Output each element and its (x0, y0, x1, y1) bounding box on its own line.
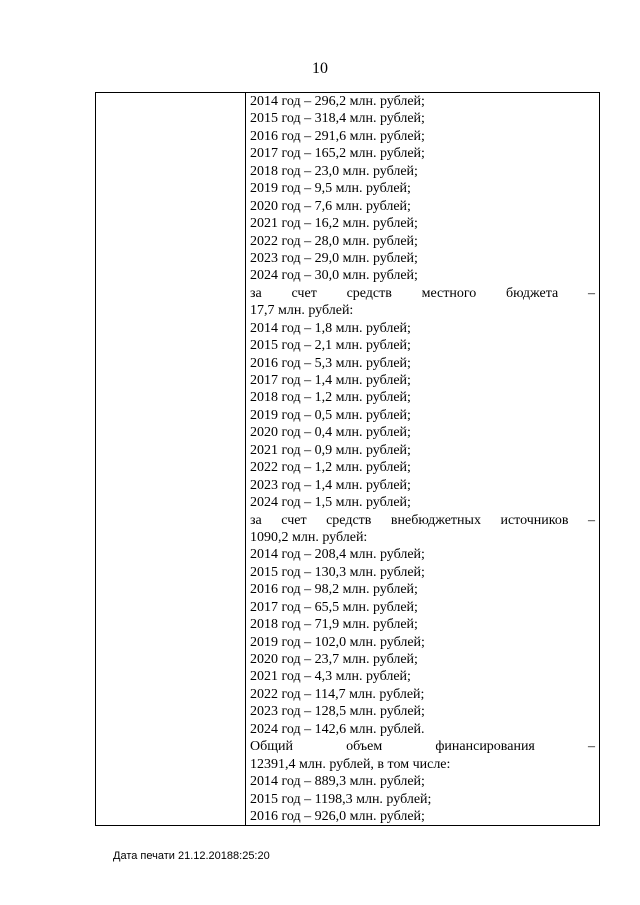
word: объем (346, 739, 383, 755)
text-line: 2023 год – 1,4 млн. рублей; (250, 477, 411, 493)
text-line: 2023 год – 128,5 млн. рублей; (250, 704, 425, 720)
text-line: 12391,4 млн. рублей, в том числе: (250, 756, 451, 772)
word: источников (500, 512, 569, 528)
word: за (250, 285, 262, 301)
text-line: 2014 год – 296,2 млн. рублей; (250, 94, 425, 109)
text-line: 2024 год – 1,5 млн. рублей; (250, 495, 411, 511)
print-date-footer: Дата печати 21.12.20188:25:20 (113, 850, 270, 862)
text-line: 2021 год – 16,2 млн. рублей; (250, 216, 418, 232)
text-line: 2022 год – 1,2 млн. рублей; (250, 460, 411, 476)
table-left-column (96, 93, 246, 825)
word: Общий (250, 739, 293, 755)
text-line: 2021 год – 0,9 млн. рублей; (250, 442, 411, 458)
text-line: 2015 год – 318,4 млн. рублей; (250, 111, 425, 127)
text-line: 2021 год – 4,3 млн. рублей; (250, 669, 411, 685)
word: внебюджетных (390, 512, 481, 528)
text-line: 2023 год – 29,0 млн. рублей; (250, 250, 418, 266)
word: за (250, 512, 262, 528)
table-right-column (246, 93, 599, 825)
text-line: 2014 год – 1,8 млн. рублей; (250, 320, 411, 336)
financing-table (95, 92, 600, 826)
text-line: 2017 год – 165,2 млн. рублей; (250, 146, 425, 162)
text-line: 1090,2 млн. рублей: (250, 529, 368, 545)
word: – (587, 285, 595, 301)
text-line: 2024 год – 30,0 млн. рублей; (250, 268, 418, 284)
text-line: 2016 год – 291,6 млн. рублей; (250, 128, 425, 144)
word: средств (326, 512, 372, 528)
text-line: 2017 год – 65,5 млн. рублей; (250, 599, 418, 615)
text-line: 2018 год – 23,0 млн. рублей; (250, 163, 418, 179)
page-number: 10 (312, 60, 328, 77)
justified-text-line (250, 512, 595, 529)
text-line: 2016 год – 5,3 млн. рублей; (250, 355, 411, 371)
text-line: 2018 год – 1,2 млн. рублей; (250, 390, 411, 406)
text-line: 2020 год – 7,6 млн. рублей; (250, 198, 411, 214)
text-line: 2024 год – 142,6 млн. рублей. (250, 721, 425, 737)
word: местного (421, 285, 477, 301)
text-line: 2014 год – 889,3 млн. рублей; (250, 774, 425, 790)
word: средств (346, 285, 392, 301)
word: – (588, 512, 595, 528)
text-line: 2015 год – 1198,3 млн. рублей; (250, 791, 432, 807)
text-line: 2019 год – 102,0 млн. рублей; (250, 634, 425, 650)
text-line: 2016 год – 926,0 млн. рублей; (250, 808, 425, 824)
word: – (588, 739, 595, 755)
word: счет (281, 512, 307, 528)
word: бюджета (506, 285, 559, 301)
word: счет (291, 285, 317, 301)
financing-lines (250, 93, 595, 825)
text-line: 2015 год – 130,3 млн. рублей; (250, 564, 425, 580)
text-line: 2019 год – 0,5 млн. рублей; (250, 407, 411, 423)
text-line: 2014 год – 208,4 млн. рублей; (250, 547, 425, 563)
text-line: 17,7 млн. рублей: (250, 303, 354, 319)
text-line: 2016 год – 98,2 млн. рублей; (250, 582, 418, 598)
word: финансирования (435, 739, 535, 755)
justified-text-line (250, 738, 595, 755)
text-line: 2020 год – 0,4 млн. рублей; (250, 425, 411, 441)
text-line: 2020 год – 23,7 млн. рублей; (250, 652, 418, 667)
text-line: 2022 год – 114,7 млн. рублей; (250, 686, 425, 702)
text-line: 2022 год – 28,0 млн. рублей; (250, 233, 418, 249)
text-line: 2017 год – 1,4 млн. рублей; (250, 373, 411, 388)
text-line: 2019 год – 9,5 млн. рублей; (250, 181, 411, 197)
justified-text-line (250, 285, 595, 302)
text-line: 2018 год – 71,9 млн. рублей; (250, 617, 418, 633)
text-line: 2015 год – 2,1 млн. рублей; (250, 338, 411, 354)
